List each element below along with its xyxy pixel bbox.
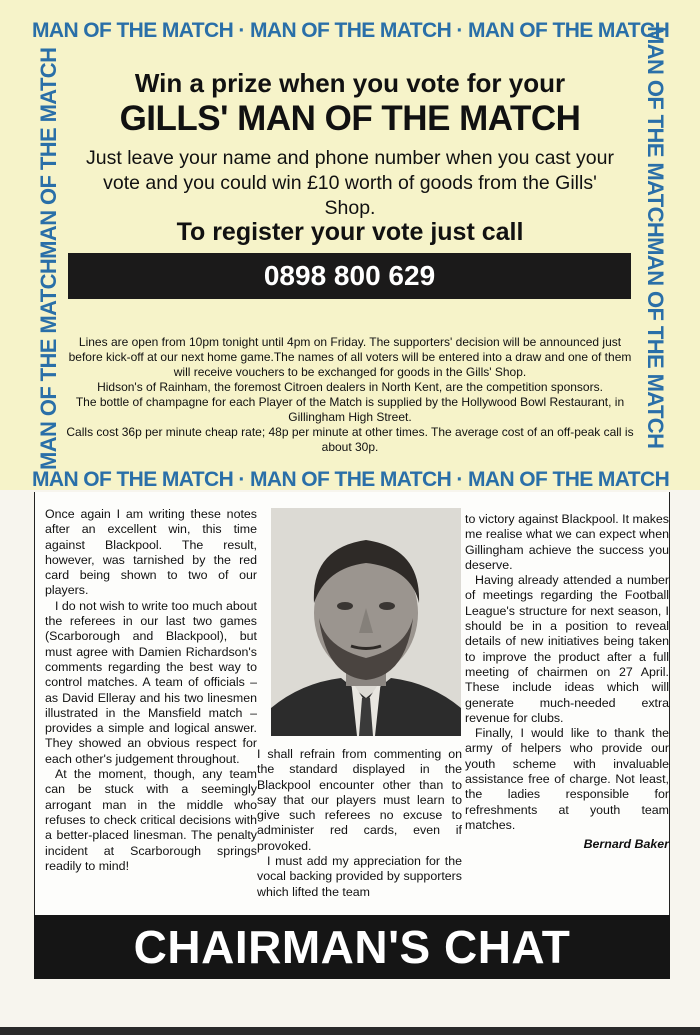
small-print-line: Calls cost 36p per minute cheap rate; 48p per minute at other times. The average cost of an off-peak call is about 30p.	[66, 425, 634, 454]
article-column-2	[257, 747, 462, 900]
bottom-rule	[0, 1027, 700, 1035]
chairman-portrait-photo	[271, 508, 461, 736]
article-title: CHAIRMAN'S CHAT	[133, 921, 571, 973]
small-print-line: Hidson's of Rainham, the foremost Citroen dealers in North Kent, are the competition sponsors.	[97, 380, 603, 394]
paragraph: Finally, I would like to thank the army of helpers who provide our youth scheme with invaluable assistance free of charge. Not least, the ladies responsible for refreshments at youth team matches.	[465, 726, 669, 832]
paragraph: Once again I am writing these notes after an excellent win, this time against Blackpool. The result, however, was tarnished by the red card being shown to two of our players.	[45, 507, 257, 598]
banner-border-left: MAN OF THE MATCHMAN OF THE MATCH	[36, 47, 61, 470]
banner-border-top: MAN OF THE MATCH · MAN OF THE MATCH · MAN OF THE MATCH	[32, 19, 670, 42]
banner-headline-line2: GILLS' MAN OF THE MATCH	[119, 99, 581, 138]
paragraph: I shall refrain from commenting on the standard displayed in the Blackpool encounter other than to say that our players must learn to give such referees no excuse to administer red cards, even if provoked.	[257, 747, 462, 853]
paragraph: to victory against Blackpool. It makes me realise what we can expect when Gillingham achieve the success you deserve.	[465, 512, 669, 572]
small-print-line: The bottle of champagne for each Player of the Match is supplied by the Hollywood Bowl Restaurant, in Gillingham High Street.	[75, 395, 625, 424]
article-column-3	[465, 512, 669, 853]
banner-border-bottom: MAN OF THE MATCH · MAN OF THE MATCH · MAN OF THE MATCH	[32, 468, 670, 491]
phone-number: 0898 800 629	[263, 260, 436, 291]
article-column-1	[45, 507, 257, 874]
small-print	[62, 335, 638, 455]
phone-number-bar	[68, 253, 631, 299]
paragraph: I must add my appreciation for the vocal backing provided by supporters which lifted the team	[257, 854, 462, 899]
chairmans-chat-article	[34, 492, 670, 917]
banner-subtext: Just leave your name and phone number when you cast your vote and you could win £10 worth of goods from the Gills' Shop.	[86, 147, 614, 219]
banner-border-right: MAN OF THE MATCHMAN OF THE MATCH	[643, 26, 668, 449]
chairmans-chat-title-bar	[34, 915, 670, 979]
paragraph: Having already attended a number of meetings regarding the Football League's structure for next season, I should be in a position to reveal details of new initiatives being taken to improve the product after a full meeting of chairmen on 27 April. These include ideas which will generate much-needed extra revenue for clubs.	[465, 573, 669, 725]
paragraph: I do not wish to write too much about the referees in our last two games (Scarborough and Blackpool), but must agree with Damien Richardson's comments regarding the best way to control matches. A team of officials – as David Elleray and his two linesmen illustrated in the Mansfield match – provides a simple and logical answer. They showed an obvious respect for each other's judgement throughout.	[45, 598, 257, 766]
paragraph: At the moment, though, any team can be stuck with a seemingly arrogant man in the middle who refuses to check critical decisions with a better-placed linesman. The penalty incident at Scarborough springs readily to mind!	[45, 767, 257, 873]
author-signature: Bernard Baker	[583, 837, 669, 852]
register-vote-text: To register your vote just call	[176, 218, 524, 246]
banner-headline-line1: Win a prize when you vote for your	[134, 68, 566, 98]
portrait-icon	[271, 508, 461, 736]
man-of-the-match-banner	[0, 0, 700, 490]
small-print-line: Lines are open from 10pm tonight until 4pm on Friday. The supporters' decision will be announced just before kick-off at our next home game.The names of all voters will be entered into a draw and one of them will receive vouchers to be exchanged for goods in the Gills' Shop.	[68, 335, 632, 379]
